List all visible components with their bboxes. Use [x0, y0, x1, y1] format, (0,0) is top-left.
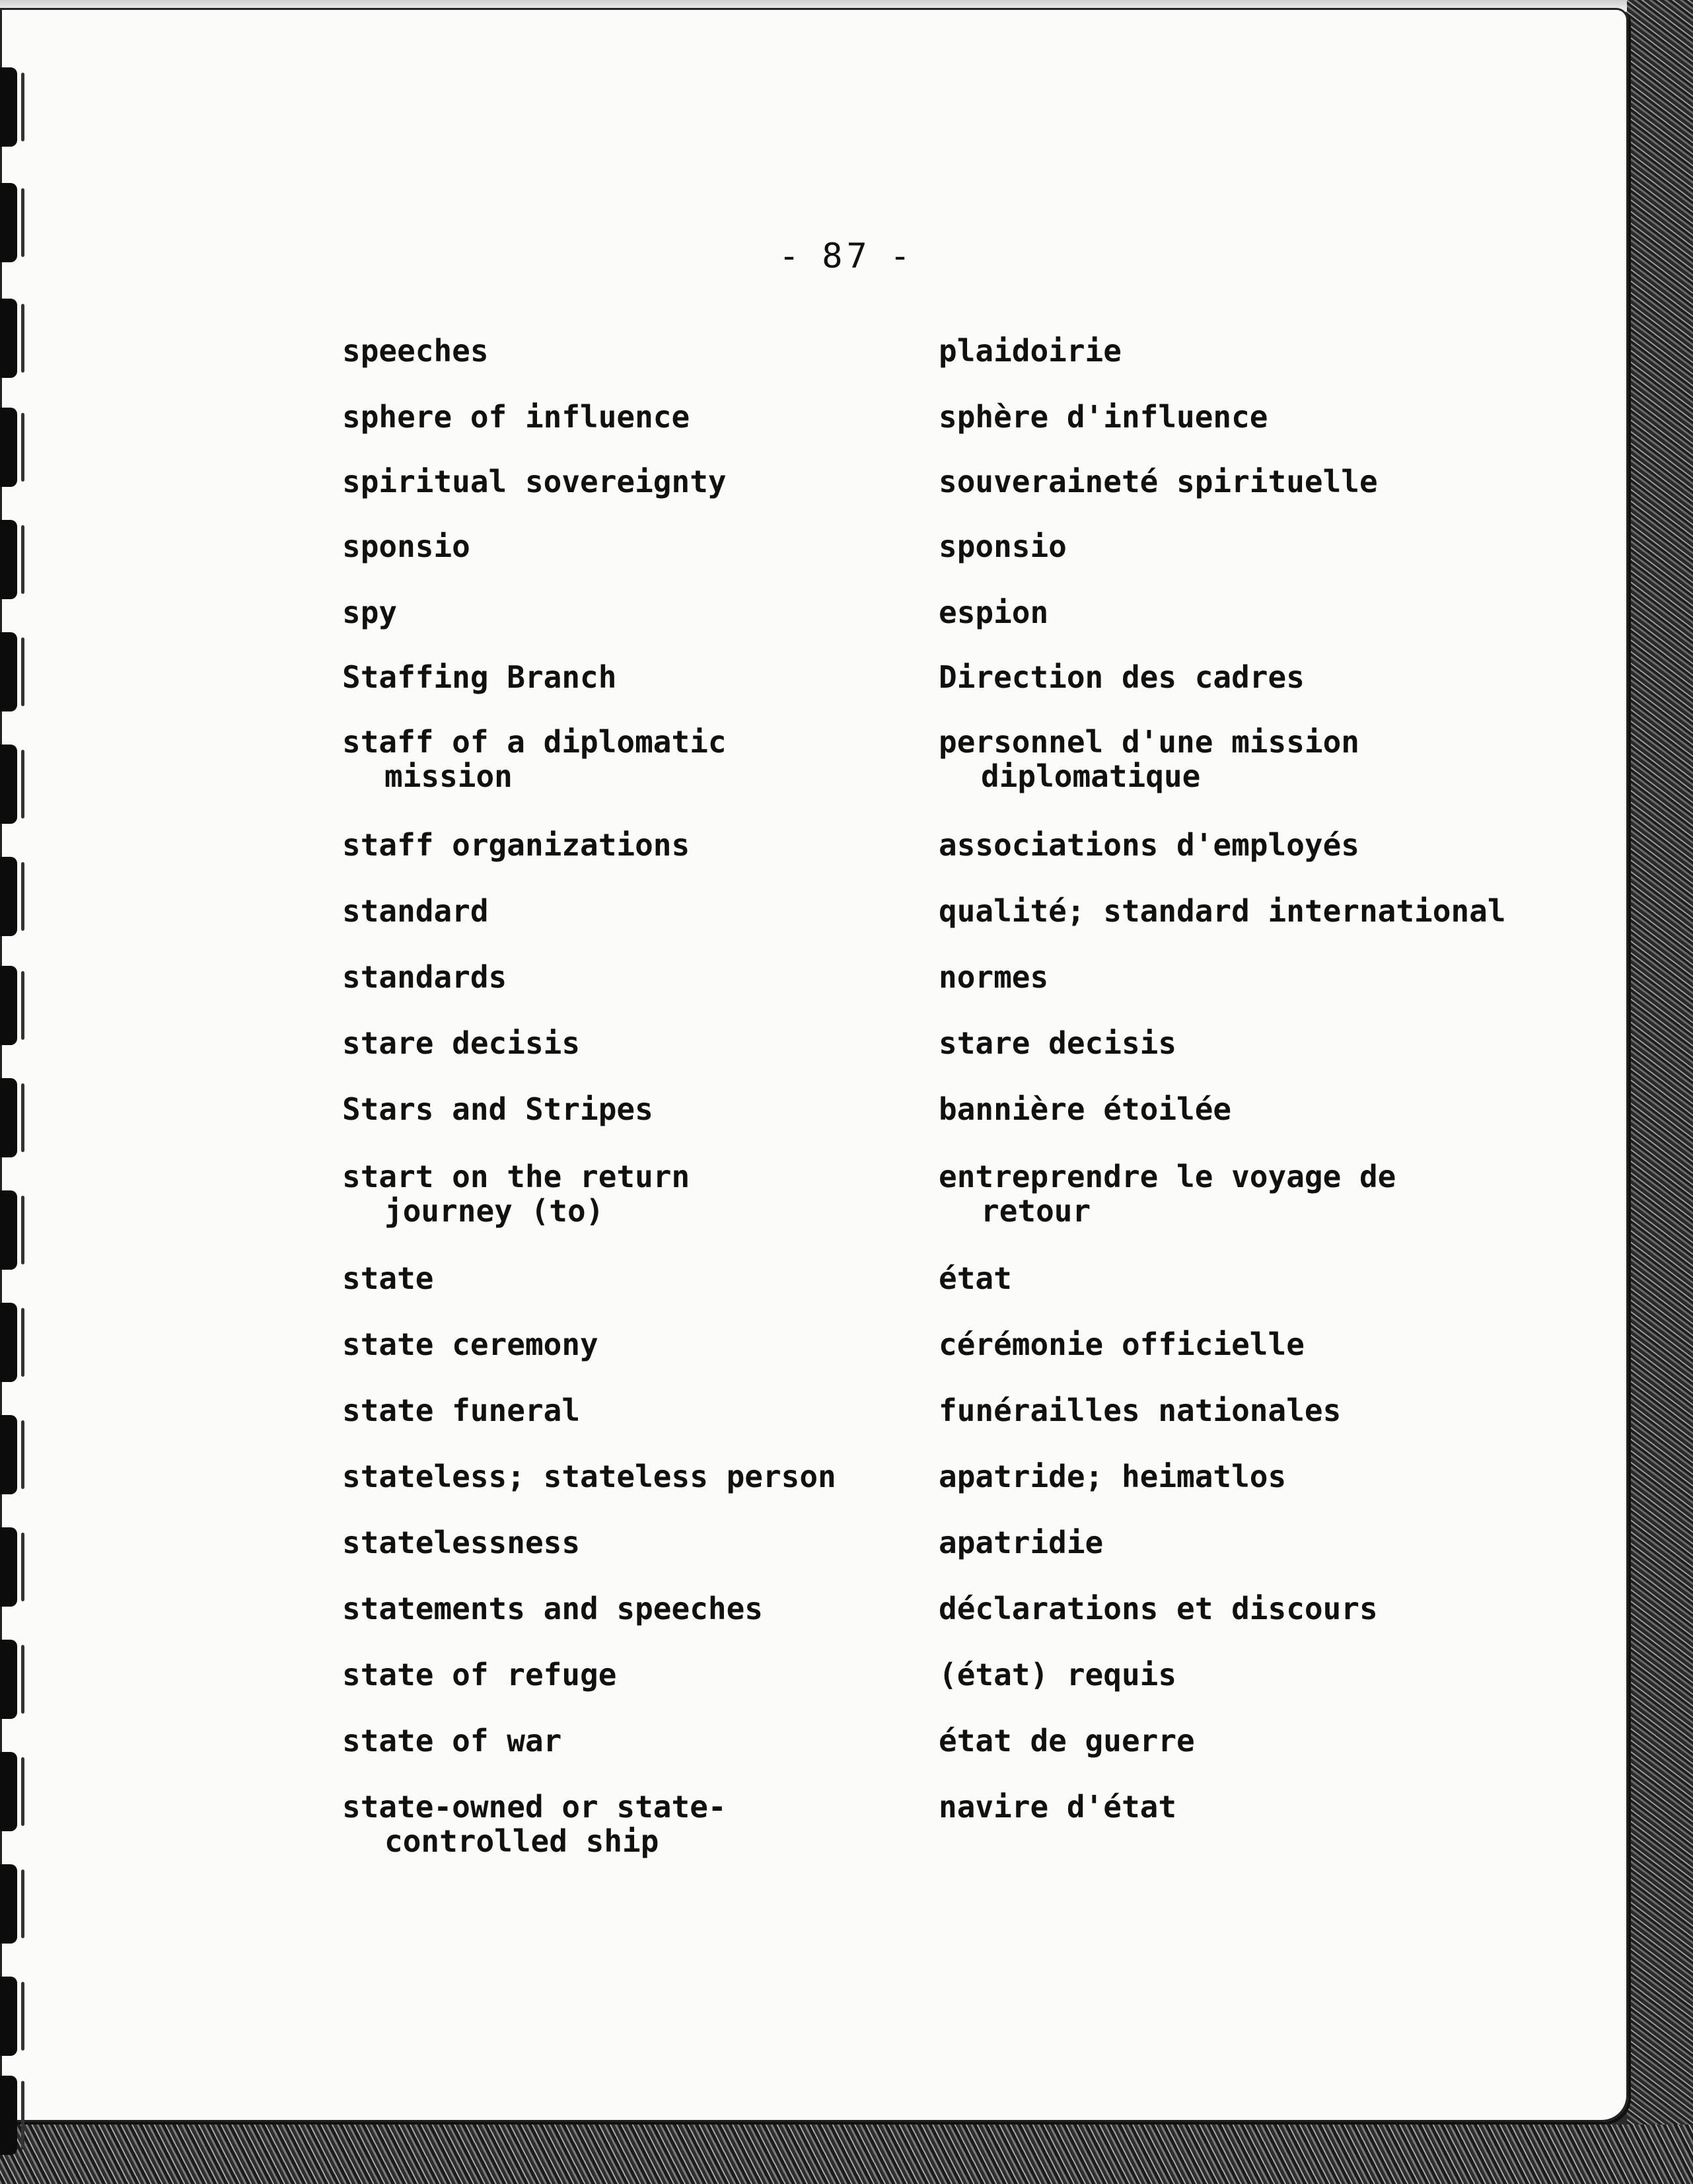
entry-term-line: state of war	[342, 1723, 562, 1759]
entry-translation-line: sponsio	[939, 528, 1067, 564]
entry-term-line: journey (to)	[384, 1193, 604, 1229]
entry-term-line: state funeral	[342, 1393, 581, 1428]
entry-translation	[939, 1525, 1599, 1560]
entry-translation-line: qualité; standard international	[939, 893, 1506, 929]
binding-ring	[0, 520, 17, 599]
entry-term-line: start on the return	[342, 1159, 690, 1194]
entry-translation	[939, 1092, 1599, 1126]
entry-translation	[939, 828, 1599, 862]
entry-term	[342, 1026, 923, 1060]
entry-term	[342, 529, 923, 564]
binding-ring	[0, 1977, 17, 2056]
spiral-binding	[0, 8, 40, 2122]
entry-translation-line: entreprendre le voyage de	[939, 1159, 1396, 1194]
entry-translation-line: associations d'employés	[939, 827, 1359, 863]
entry-term	[342, 1657, 923, 1692]
binding-ring	[0, 1415, 17, 1494]
entry-translation-line: état de guerre	[939, 1723, 1195, 1759]
entry-term-line: Staffing Branch	[342, 659, 617, 695]
entry-translation-line: apatridie	[939, 1525, 1104, 1560]
entry-term-line: statements and speeches	[342, 1591, 763, 1626]
entry-term	[342, 1393, 923, 1428]
entry-translation	[939, 960, 1599, 994]
binding-ring	[0, 299, 17, 378]
entry-term-line: state-owned or state-	[342, 1789, 727, 1825]
entry-term-line: stateless; stateless person	[342, 1459, 836, 1494]
entry-translation-line: stare decisis	[939, 1025, 1177, 1061]
entry-term-line: standard	[342, 893, 489, 929]
entry-translation-line: (état) requis	[939, 1657, 1177, 1693]
binding-ring	[0, 408, 17, 487]
entry-term	[342, 1261, 923, 1295]
binding-ring	[0, 1190, 17, 1270]
entry-term-line: sponsio	[342, 528, 470, 564]
entry-term	[342, 1327, 923, 1362]
entry-translation-line: plaidoirie	[939, 333, 1122, 369]
entry-translation-line: funérailles nationales	[939, 1393, 1342, 1428]
entry-translation-line: état	[939, 1260, 1012, 1296]
entry-translation	[939, 1790, 1599, 1824]
binding-ring	[0, 1078, 17, 1157]
entry-translation	[939, 725, 1599, 793]
entry-translation	[939, 464, 1599, 499]
entry-translation-line: diplomatique	[981, 758, 1201, 794]
entry-term-line: mission	[384, 758, 513, 794]
entry-term	[342, 1724, 923, 1758]
entry-translation-line: Direction des cadres	[939, 659, 1305, 695]
entry-term-line: spiritual sovereignty	[342, 464, 727, 499]
binding-ring	[0, 1303, 17, 1382]
page-number-value: 87	[822, 237, 871, 276]
entry-translation-line: espion	[939, 595, 1049, 630]
entry-term	[342, 828, 923, 862]
entry-translation	[939, 660, 1599, 694]
binding-ring	[0, 2076, 17, 2155]
entry-translation	[939, 1393, 1599, 1428]
entry-term	[342, 894, 923, 928]
binding-ring	[0, 67, 17, 147]
entry-translation	[939, 894, 1599, 928]
entry-translation	[939, 1261, 1599, 1295]
entry-term	[342, 660, 923, 694]
entry-term	[342, 725, 923, 793]
binding-ring	[0, 1752, 17, 1831]
entry-term-line: staff organizations	[342, 827, 690, 863]
scanner-bottom-edge	[0, 2125, 1693, 2184]
entry-term-line: state ceremony	[342, 1327, 598, 1362]
entry-translation	[939, 529, 1599, 564]
entry-translation	[939, 595, 1599, 630]
entry-translation-line: déclarations et discours	[939, 1591, 1378, 1626]
page-number-dash-left: -	[778, 237, 804, 276]
entry-term-line: Stars and Stripes	[342, 1091, 653, 1127]
entry-translation-line: normes	[939, 959, 1049, 995]
entry-translation-line: bannière étoilée	[939, 1091, 1232, 1127]
page-number-dash-right: -	[889, 237, 915, 276]
entry-translation-line: navire d'état	[939, 1789, 1177, 1825]
binding-ring	[0, 966, 17, 1045]
entry-translation	[939, 1591, 1599, 1626]
entry-translation	[939, 1657, 1599, 1692]
entry-term-line: statelessness	[342, 1525, 581, 1560]
binding-ring	[0, 632, 17, 711]
entry-term	[342, 1159, 923, 1228]
entry-term	[342, 1790, 923, 1858]
entry-term-line: stare decisis	[342, 1025, 581, 1061]
entry-term	[342, 400, 923, 434]
entry-translation-line: sphère d'influence	[939, 399, 1268, 435]
binding-ring	[0, 1640, 17, 1719]
entry-translation	[939, 1026, 1599, 1060]
entry-term-line: speeches	[342, 333, 489, 369]
entry-translation	[939, 1724, 1599, 1758]
entry-translation-line: apatride; heimatlos	[939, 1459, 1287, 1494]
entry-term	[342, 595, 923, 630]
entry-translation-line: cérémonie officielle	[939, 1327, 1305, 1362]
entry-translation	[939, 334, 1599, 368]
entry-translation	[939, 1459, 1599, 1494]
binding-ring	[0, 1527, 17, 1607]
entry-term	[342, 1459, 923, 1494]
entry-translation-line: personnel d'une mission	[939, 724, 1359, 760]
entry-term-line: controlled ship	[384, 1823, 659, 1859]
entry-term	[342, 1092, 923, 1126]
binding-ring	[0, 857, 17, 936]
entry-term	[342, 1525, 923, 1560]
entry-term-line: sphere of influence	[342, 399, 690, 435]
entry-translation-line: retour	[981, 1193, 1091, 1229]
entry-term-line: staff of a diplomatic	[342, 724, 727, 760]
entry-translation	[939, 1159, 1599, 1228]
scanner-right-edge	[1627, 0, 1693, 2184]
entry-term	[342, 464, 923, 499]
entry-term	[342, 960, 923, 994]
entry-term-line: state	[342, 1260, 434, 1296]
entry-term-line: standards	[342, 959, 507, 995]
page-number	[0, 237, 1693, 276]
entry-term	[342, 1591, 923, 1626]
binding-ring	[0, 745, 17, 824]
binding-ring	[0, 1864, 17, 1944]
entry-term-line: state of refuge	[342, 1657, 617, 1693]
entry-translation-line: souveraineté spirituelle	[939, 464, 1378, 499]
entry-term	[342, 334, 923, 368]
entry-translation	[939, 1327, 1599, 1362]
entry-term-line: spy	[342, 595, 398, 630]
entry-translation	[939, 400, 1599, 434]
